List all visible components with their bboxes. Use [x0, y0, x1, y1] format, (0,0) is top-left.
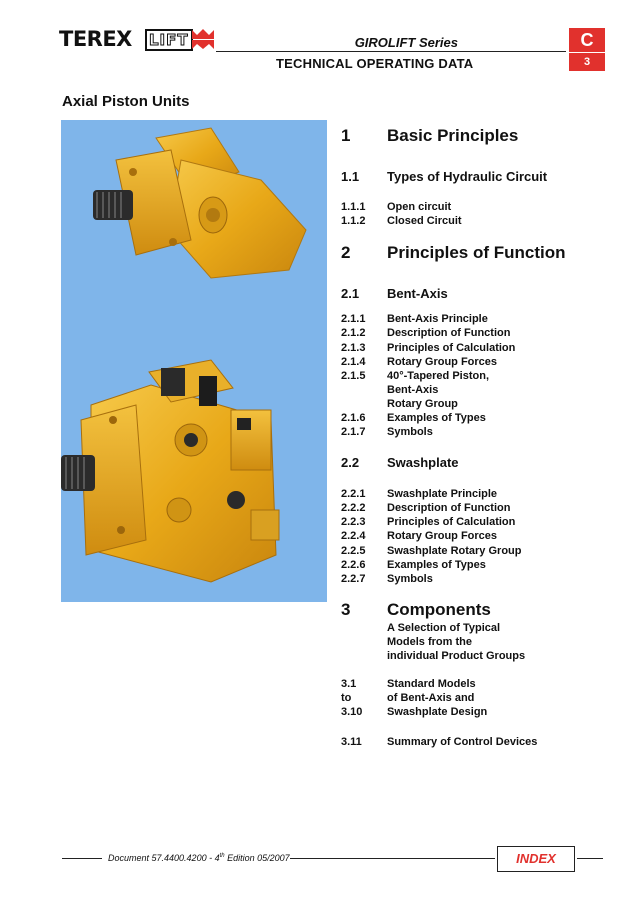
toc-number: 1.1.1: [341, 201, 366, 213]
toc-label: Bent-Axis: [387, 286, 448, 301]
toc-number: 1.1: [341, 169, 360, 184]
toc-label: Closed Circuit: [387, 215, 462, 227]
toc-number: 3.1: [341, 678, 357, 690]
toc-label: Examples of Types: [387, 559, 486, 571]
toc-label: Description of Function: [387, 502, 511, 514]
toc-label: Bent-Axis Principle: [387, 313, 488, 325]
toc-label: Swashplate Rotary Group: [387, 545, 522, 557]
toc-number: 2.2: [341, 455, 360, 470]
footer-rule-right: [577, 858, 603, 859]
toc-label: Swashplate: [387, 455, 459, 470]
toc-label: Types of Hydraulic Circuit: [387, 169, 548, 184]
toc-number: 3.10: [341, 706, 363, 718]
toc-number: 3.11: [341, 736, 362, 748]
toc-label: Swashplate Design: [387, 706, 488, 718]
toc-number: 2: [341, 243, 351, 262]
toc-number: 2.1.4: [341, 356, 366, 368]
footer-rule-left: [62, 858, 102, 859]
terexlift-logo: [59, 27, 215, 51]
toc-label: Summary of Control Devices: [387, 736, 538, 748]
toc-number: 2.2.3: [341, 516, 366, 528]
bent-axis-unit: [93, 128, 306, 278]
toc-number: 2.1.7: [341, 426, 366, 438]
axial-piston-units-illustration: [61, 120, 327, 602]
toc-number: 1: [341, 126, 351, 145]
toc-number: 2.1.3: [341, 342, 366, 354]
toc-number: 2.1.5: [341, 370, 366, 382]
toc-label: 40°-Tapered Piston,: [387, 370, 489, 382]
document-subtitle: TECHNICAL OPERATING DATA: [276, 56, 474, 71]
toc-number: 2.1.1: [341, 313, 366, 325]
toc-label: Rotary Group Forces: [387, 530, 498, 542]
page-number-badge: 3: [569, 53, 605, 71]
toc-label: Principles of Calculation: [387, 516, 516, 528]
toc-number: 2.2.7: [341, 573, 366, 585]
toc-number: 2.2.5: [341, 545, 366, 557]
toc-label: Basic Principles: [387, 126, 519, 145]
index-link[interactable]: INDEX: [497, 846, 575, 872]
terex-crown-icon: [191, 28, 215, 50]
section-badge: C: [569, 28, 605, 52]
logo-text: TEREX: [59, 27, 132, 51]
edition-superscript: th: [219, 853, 225, 859]
toc-label: individual Product Groups: [387, 650, 526, 662]
toc-label: Principles of Calculation: [387, 342, 516, 354]
toc-number: 3: [341, 600, 351, 619]
series-title: GIROLIFT Series: [354, 35, 458, 50]
toc-label: Rotary Group Forces: [387, 356, 498, 368]
toc-number: 2.1: [341, 286, 360, 301]
toc-label: Description of Function: [387, 327, 511, 339]
toc-label: Principles of Function: [387, 243, 566, 262]
swashplate-unit: [61, 360, 279, 582]
toc-number: 2.2.4: [341, 530, 366, 542]
table-of-contents: [341, 0, 631, 903]
toc-label: Models from the: [387, 636, 472, 648]
logo-lift-text: LIFT: [145, 29, 193, 51]
toc-label: of Bent-Axis and: [387, 692, 475, 704]
toc-label: Symbols: [387, 426, 433, 438]
toc-number: 2.2.2: [341, 502, 366, 514]
toc-number: 1.1.2: [341, 215, 366, 227]
toc-label: A Selection of Typical: [387, 622, 501, 634]
edition-text: Edition 05/2007: [224, 853, 290, 863]
page-title: Axial Piston Units: [62, 93, 190, 110]
toc-number: 2.1.6: [341, 412, 366, 424]
document-reference-text: Document 57.4400.4200 - 4: [108, 853, 220, 863]
toc-label: Standard Models: [387, 678, 476, 690]
toc-number: to: [341, 692, 352, 704]
document-reference: [108, 853, 290, 863]
toc-label: Swashplate Principle: [387, 488, 498, 500]
toc-number: 2.2.6: [341, 559, 366, 571]
toc-label: Rotary Group: [387, 398, 458, 410]
product-photo: [61, 120, 327, 602]
toc-label: Open circuit: [387, 201, 452, 213]
footer-rule-middle: [290, 858, 495, 859]
toc-label: Bent-Axis: [387, 384, 439, 396]
toc-number: 2.1.2: [341, 327, 366, 339]
toc-label: Symbols: [387, 573, 433, 585]
toc-number: 2.2.1: [341, 488, 366, 500]
toc-label: Components: [387, 600, 491, 619]
toc-label: Examples of Types: [387, 412, 486, 424]
